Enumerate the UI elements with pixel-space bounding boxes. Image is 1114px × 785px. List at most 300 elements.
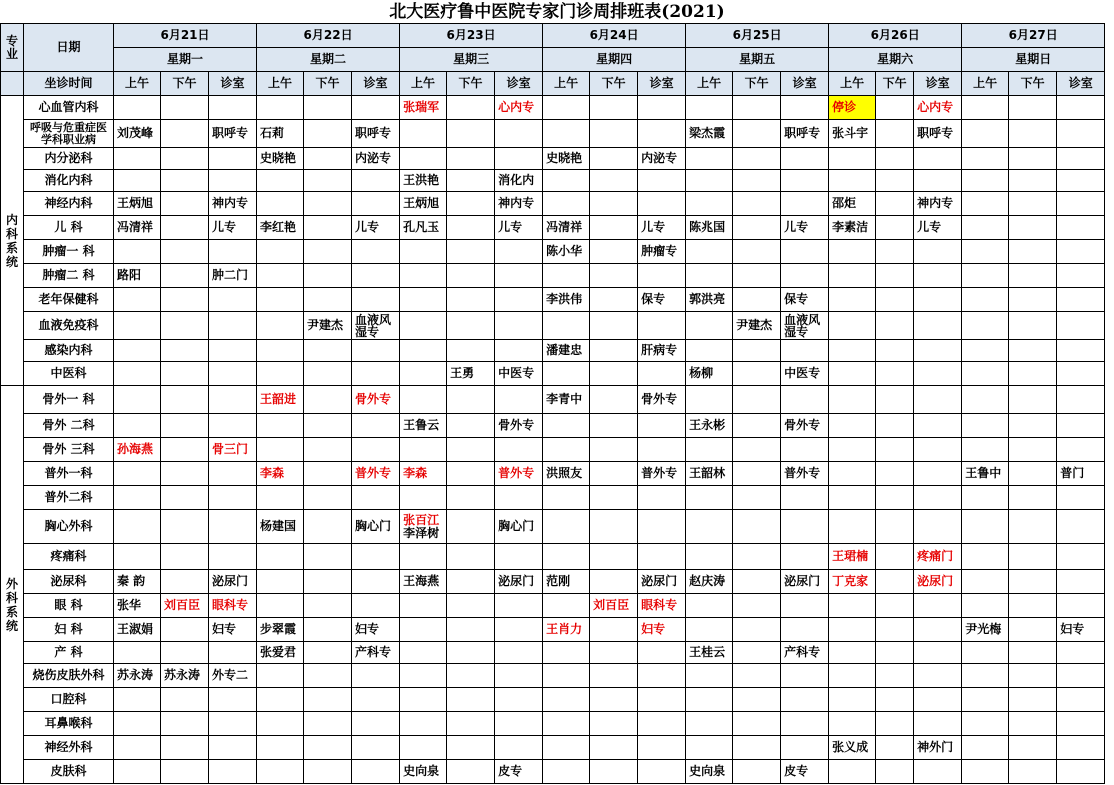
clinic-room xyxy=(495,618,543,642)
doctor-name xyxy=(257,664,304,688)
doctor-name xyxy=(1009,148,1057,170)
doctor-name xyxy=(829,618,876,642)
doctor-name xyxy=(962,544,1009,570)
doctor-name xyxy=(1009,712,1057,736)
doctor-name xyxy=(400,712,447,736)
doctor-name xyxy=(590,192,638,216)
slot-room: 诊室 xyxy=(781,72,829,96)
doctor-name xyxy=(829,340,876,362)
clinic-room: 肿瘤专 xyxy=(638,240,686,264)
doctor-name xyxy=(447,216,495,240)
doctor-name xyxy=(161,414,209,438)
doctor-name xyxy=(304,712,352,736)
clinic-room: 皮专 xyxy=(781,760,829,784)
doctor-name: 张华 xyxy=(114,594,161,618)
doctor-name xyxy=(1009,570,1057,594)
doctor-name xyxy=(1009,544,1057,570)
doctor-name xyxy=(161,486,209,510)
slot-room: 诊室 xyxy=(638,72,686,96)
system-label-text: 内科系统 xyxy=(5,212,18,269)
doctor-name xyxy=(876,486,914,510)
clinic-room: 神内专 xyxy=(914,192,962,216)
department-name: 中医科 xyxy=(24,362,114,386)
doctor-name xyxy=(304,594,352,618)
doctor-name xyxy=(590,664,638,688)
doctor-name xyxy=(829,170,876,192)
clinic-room xyxy=(781,594,829,618)
clinic-room xyxy=(638,438,686,462)
doctor-name xyxy=(876,462,914,486)
doctor-name: 陈小华 xyxy=(543,240,590,264)
clinic-room: 妇专 xyxy=(352,618,400,642)
doctor-name xyxy=(114,736,161,760)
clinic-room xyxy=(914,712,962,736)
day-date: 6月25日 xyxy=(686,24,829,48)
doctor-name xyxy=(400,120,447,148)
department-name: 神经内科 xyxy=(24,192,114,216)
clinic-room xyxy=(781,264,829,288)
doctor-name xyxy=(962,288,1009,312)
doctor-name xyxy=(304,120,352,148)
doctor-name: 冯清祥 xyxy=(543,216,590,240)
doctor-name xyxy=(733,544,781,570)
clinic-room xyxy=(1057,386,1105,414)
doctor-name xyxy=(114,170,161,192)
doctor-name xyxy=(733,96,781,120)
doctor-name xyxy=(304,96,352,120)
doctor-name: 张瑞军 xyxy=(400,96,447,120)
doctor-name xyxy=(257,192,304,216)
day-date: 6月24日 xyxy=(543,24,686,48)
doctor-name xyxy=(733,688,781,712)
clinic-room xyxy=(495,594,543,618)
doctor-name xyxy=(161,760,209,784)
table-row xyxy=(1,148,1105,170)
doctor-name xyxy=(876,594,914,618)
doctor-name xyxy=(962,120,1009,148)
doctor-name xyxy=(161,120,209,148)
doctor-name: 史晓艳 xyxy=(543,148,590,170)
doctor-name: 停诊 xyxy=(829,96,876,120)
doctor-name xyxy=(1009,96,1057,120)
clinic-room xyxy=(638,664,686,688)
doctor-name xyxy=(829,362,876,386)
table-row xyxy=(1,736,1105,760)
schedule-grid xyxy=(0,23,1105,784)
day-date: 6月26日 xyxy=(829,24,962,48)
doctor-name xyxy=(876,688,914,712)
doctor-name xyxy=(733,148,781,170)
day-weekday: 星期二 xyxy=(257,48,400,72)
table-row xyxy=(1,618,1105,642)
clinic-room: 儿专 xyxy=(638,216,686,240)
doctor-name xyxy=(962,438,1009,462)
clinic-room: 产科专 xyxy=(352,642,400,664)
slot-am: 上午 xyxy=(962,72,1009,96)
doctor-name xyxy=(400,288,447,312)
doctor-name: 张爱君 xyxy=(257,642,304,664)
clinic-room xyxy=(209,240,257,264)
department-name: 烧伤皮肤外科 xyxy=(24,664,114,688)
doctor-name xyxy=(1009,462,1057,486)
clinic-room xyxy=(495,120,543,148)
doctor-name: 邵炬 xyxy=(829,192,876,216)
clinic-room: 泌尿门 xyxy=(914,570,962,594)
doctor-name xyxy=(400,340,447,362)
clinic-room xyxy=(209,312,257,340)
slot-am: 上午 xyxy=(829,72,876,96)
clinic-room: 心内专 xyxy=(914,96,962,120)
doctor-name xyxy=(733,486,781,510)
department-name: 眼 科 xyxy=(24,594,114,618)
doctor-name xyxy=(304,414,352,438)
doctor-name xyxy=(829,386,876,414)
doctor-name xyxy=(543,170,590,192)
clinic-room xyxy=(495,642,543,664)
doctor-name xyxy=(590,438,638,462)
doctor-name xyxy=(543,760,590,784)
doctor-name xyxy=(257,362,304,386)
doctor-name: 王肖力 xyxy=(543,618,590,642)
doctor-name xyxy=(543,688,590,712)
doctor-name xyxy=(161,618,209,642)
table-row xyxy=(1,340,1105,362)
doctor-name: 王炳旭 xyxy=(400,192,447,216)
department-name: 老年保健科 xyxy=(24,288,114,312)
clinic-room xyxy=(638,192,686,216)
clinic-room: 胸心门 xyxy=(495,510,543,544)
doctor-name xyxy=(1009,594,1057,618)
doctor-name xyxy=(590,170,638,192)
doctor-name xyxy=(447,438,495,462)
table-row xyxy=(1,386,1105,414)
clinic-room xyxy=(781,240,829,264)
doctor-name: 尹建杰 xyxy=(304,312,352,340)
doctor-name xyxy=(304,618,352,642)
clinic-room: 职呼专 xyxy=(209,120,257,148)
doctor-name xyxy=(447,570,495,594)
doctor-name xyxy=(876,386,914,414)
doctor-name xyxy=(962,170,1009,192)
doctor-name: 秦 韵 xyxy=(114,570,161,594)
doctor-name xyxy=(1009,438,1057,462)
doctor-name xyxy=(686,510,733,544)
clinic-room: 保专 xyxy=(638,288,686,312)
doctor-name xyxy=(829,264,876,288)
doctor-name xyxy=(257,414,304,438)
clinic-room: 职呼专 xyxy=(914,120,962,148)
clinic-room xyxy=(209,544,257,570)
clinic-room xyxy=(495,148,543,170)
clinic-room xyxy=(781,170,829,192)
doctor-name xyxy=(543,438,590,462)
doctor-name xyxy=(590,736,638,760)
doctor-name xyxy=(447,712,495,736)
doctor-name xyxy=(733,340,781,362)
day-weekday: 星期三 xyxy=(400,48,543,72)
department-name: 骨外 三科 xyxy=(24,438,114,462)
doctor-name xyxy=(829,642,876,664)
table-row xyxy=(1,216,1105,240)
doctor-name xyxy=(590,362,638,386)
doctor-name xyxy=(447,486,495,510)
doctor-name xyxy=(304,486,352,510)
clinic-room xyxy=(638,760,686,784)
doctor-name xyxy=(257,170,304,192)
doctor-name xyxy=(447,736,495,760)
doctor-name xyxy=(114,96,161,120)
department-name: 心血管内科 xyxy=(24,96,114,120)
department-name: 儿 科 xyxy=(24,216,114,240)
department-name: 耳鼻喉科 xyxy=(24,712,114,736)
clinic-room: 泌尿门 xyxy=(781,570,829,594)
clinic-room: 外专二 xyxy=(209,664,257,688)
doctor-name xyxy=(543,544,590,570)
day-weekday: 星期五 xyxy=(686,48,829,72)
department-name: 皮肤科 xyxy=(24,760,114,784)
doctor-name: 王海燕 xyxy=(400,570,447,594)
doctor-name xyxy=(1009,312,1057,340)
doctor-name xyxy=(876,736,914,760)
slot-pm: 下午 xyxy=(590,72,638,96)
slot-am: 上午 xyxy=(257,72,304,96)
doctor-name: 李红艳 xyxy=(257,216,304,240)
doctor-name xyxy=(161,510,209,544)
doctor-name xyxy=(161,462,209,486)
department-name: 血液免疫科 xyxy=(24,312,114,340)
doctor-name xyxy=(304,438,352,462)
doctor-name xyxy=(543,486,590,510)
clinic-room xyxy=(781,510,829,544)
doctor-name xyxy=(304,642,352,664)
doctor-name: 刘茂峰 xyxy=(114,120,161,148)
doctor-name xyxy=(257,688,304,712)
department-name: 疼痛科 xyxy=(24,544,114,570)
doctor-name xyxy=(1009,414,1057,438)
doctor-name xyxy=(304,544,352,570)
doctor-name: 洪照友 xyxy=(543,462,590,486)
clinic-room xyxy=(914,170,962,192)
clinic-room xyxy=(495,288,543,312)
doctor-name: 王炳旭 xyxy=(114,192,161,216)
doctor-name xyxy=(543,712,590,736)
doctor-name xyxy=(962,486,1009,510)
doctor-name xyxy=(114,688,161,712)
doctor-name xyxy=(447,594,495,618)
doctor-name xyxy=(447,664,495,688)
department-name: 骨外一 科 xyxy=(24,386,114,414)
clinic-room: 神内专 xyxy=(495,192,543,216)
clinic-room: 儿专 xyxy=(495,216,543,240)
doctor-name xyxy=(829,664,876,688)
table-row xyxy=(1,510,1105,544)
clinic-room xyxy=(638,170,686,192)
clinic-room: 妇专 xyxy=(638,618,686,642)
doctor-name xyxy=(962,362,1009,386)
doctor-name xyxy=(257,96,304,120)
doctor-name xyxy=(114,544,161,570)
clinic-room: 中医专 xyxy=(495,362,543,386)
doctor-name xyxy=(543,362,590,386)
clinic-room: 泌尿门 xyxy=(209,570,257,594)
clinic-room xyxy=(638,688,686,712)
doctor-name xyxy=(447,148,495,170)
doctor-name xyxy=(733,712,781,736)
doctor-name xyxy=(590,216,638,240)
doctor-name xyxy=(447,760,495,784)
clinic-room: 肝病专 xyxy=(638,340,686,362)
clinic-room xyxy=(209,688,257,712)
doctor-name xyxy=(447,386,495,414)
clinic-room xyxy=(209,414,257,438)
clinic-room: 儿专 xyxy=(914,216,962,240)
doctor-name xyxy=(400,642,447,664)
slot-room: 诊室 xyxy=(352,72,400,96)
clinic-room xyxy=(1057,570,1105,594)
doctor-name xyxy=(114,642,161,664)
doctor-name: 王韶林 xyxy=(686,462,733,486)
doctor-name xyxy=(543,192,590,216)
doctor-name xyxy=(1009,192,1057,216)
doctor-name xyxy=(304,240,352,264)
doctor-name xyxy=(733,642,781,664)
doctor-name xyxy=(161,544,209,570)
table-row xyxy=(1,570,1105,594)
clinic-room xyxy=(781,544,829,570)
clinic-room xyxy=(638,120,686,148)
doctor-name xyxy=(962,192,1009,216)
doctor-name xyxy=(733,594,781,618)
doctor-name xyxy=(733,170,781,192)
doctor-name xyxy=(733,618,781,642)
clinic-room: 产科专 xyxy=(781,642,829,664)
clinic-room xyxy=(914,510,962,544)
clinic-room xyxy=(352,170,400,192)
clinic-room: 血液风湿专 xyxy=(781,312,829,340)
department-name: 口腔科 xyxy=(24,688,114,712)
clinic-room: 皮专 xyxy=(495,760,543,784)
clinic-room: 职呼专 xyxy=(352,120,400,148)
doctor-name xyxy=(447,688,495,712)
department-name: 胸心外科 xyxy=(24,510,114,544)
doctor-name xyxy=(447,192,495,216)
doctor-name xyxy=(829,712,876,736)
doctor-name: 刘百臣 xyxy=(590,594,638,618)
doctor-name xyxy=(590,288,638,312)
doctor-name: 尹建杰 xyxy=(733,312,781,340)
clinic-room xyxy=(781,486,829,510)
doctor-name: 李洪伟 xyxy=(543,288,590,312)
doctor-name xyxy=(447,340,495,362)
doctor-name xyxy=(962,340,1009,362)
clinic-room xyxy=(914,288,962,312)
doctor-name xyxy=(543,96,590,120)
clinic-room: 骨三门 xyxy=(209,438,257,462)
doctor-name-line: 李泽树 xyxy=(403,525,440,540)
doctor-name xyxy=(829,760,876,784)
department-name: 感染内科 xyxy=(24,340,114,362)
clinic-room: 内泌专 xyxy=(638,148,686,170)
table-row xyxy=(1,712,1105,736)
doctor-name xyxy=(590,240,638,264)
clinic-room xyxy=(914,642,962,664)
department-name: 妇 科 xyxy=(24,618,114,642)
clinic-room xyxy=(352,712,400,736)
clinic-room xyxy=(352,362,400,386)
clinic-room: 骨外专 xyxy=(495,414,543,438)
doctor-name xyxy=(447,264,495,288)
clinic-room: 内泌专 xyxy=(352,148,400,170)
clinic-room xyxy=(209,362,257,386)
department-name: 神经外科 xyxy=(24,736,114,760)
clinic-room xyxy=(209,148,257,170)
doctor-name xyxy=(304,386,352,414)
doctor-name xyxy=(257,288,304,312)
clinic-room xyxy=(781,386,829,414)
doctor-name xyxy=(829,510,876,544)
clinic-room xyxy=(638,414,686,438)
doctor-name xyxy=(304,264,352,288)
clinic-room: 普外专 xyxy=(495,462,543,486)
doctor-name xyxy=(962,688,1009,712)
doctor-name xyxy=(114,312,161,340)
clinic-room xyxy=(209,288,257,312)
doctor-name: 李素洁 xyxy=(829,216,876,240)
doctor-name xyxy=(876,340,914,362)
clinic-room xyxy=(495,736,543,760)
clinic-room: 骨外专 xyxy=(781,414,829,438)
department-name: 消化内科 xyxy=(24,170,114,192)
doctor-name xyxy=(962,414,1009,438)
clinic-room xyxy=(781,712,829,736)
clinic-room xyxy=(495,386,543,414)
day-weekday: 星期六 xyxy=(829,48,962,72)
doctor-name: 冯清祥 xyxy=(114,216,161,240)
clinic-room xyxy=(1057,340,1105,362)
clinic-room xyxy=(209,510,257,544)
doctor-name xyxy=(590,510,638,544)
department-name: 普外二科 xyxy=(24,486,114,510)
clinic-room: 消化内 xyxy=(495,170,543,192)
clinic-room xyxy=(1057,438,1105,462)
clinic-room: 骨外专 xyxy=(638,386,686,414)
clinic-room xyxy=(209,736,257,760)
doctor-name xyxy=(114,712,161,736)
doctor-name: 陈兆国 xyxy=(686,216,733,240)
doctor-name xyxy=(1009,120,1057,148)
doctor-name: 郭洪亮 xyxy=(686,288,733,312)
doctor-name xyxy=(1009,618,1057,642)
slot-pm: 下午 xyxy=(304,72,352,96)
doctor-name xyxy=(257,264,304,288)
clinic-room xyxy=(209,760,257,784)
table-row xyxy=(1,362,1105,386)
clinic-room: 血液风湿专 xyxy=(352,312,400,340)
doctor-name xyxy=(733,120,781,148)
doctor-name xyxy=(161,148,209,170)
doctor-name xyxy=(1009,216,1057,240)
doctor-name: 苏永涛 xyxy=(114,664,161,688)
doctor-name xyxy=(733,462,781,486)
doctor-name xyxy=(876,760,914,784)
doctor-name xyxy=(962,96,1009,120)
clinic-room xyxy=(1057,688,1105,712)
clinic-room: 神外门 xyxy=(914,736,962,760)
clinic-room xyxy=(1057,486,1105,510)
doctor-name xyxy=(733,264,781,288)
doctor-name xyxy=(962,664,1009,688)
clinic-room xyxy=(352,594,400,618)
